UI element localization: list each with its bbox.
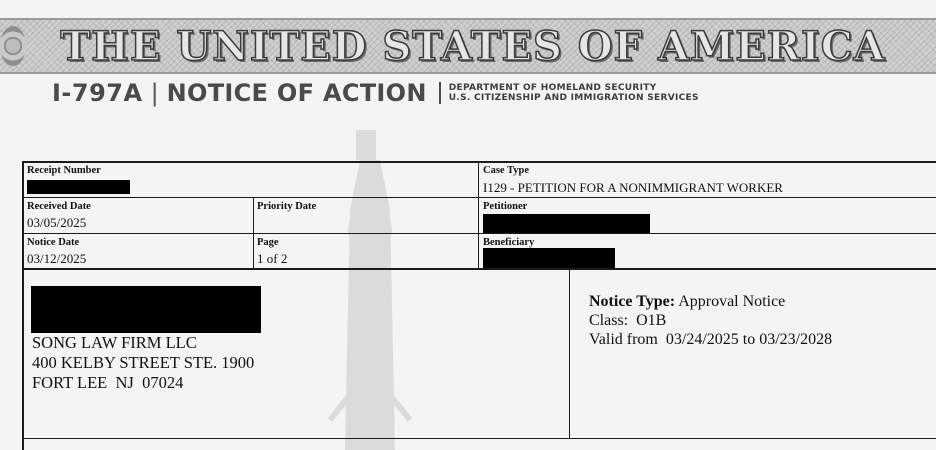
- table-border-left: [22, 161, 24, 450]
- notice-details: [589, 292, 832, 349]
- page-value: 1 of 2: [257, 251, 288, 266]
- table-row-divider: [22, 268, 936, 270]
- address-line-3: FORT LEE NJ 07024: [32, 373, 184, 392]
- form-code: I-797A: [52, 79, 143, 107]
- case-type-value: I129 - PETITION FOR A NONIMMIGRANT WORKER: [483, 180, 783, 195]
- beneficiary-label: Beneficiary: [483, 237, 535, 248]
- beneficiary-redacted: [483, 248, 615, 268]
- banner-title: THE UNITED STATES OF AMERICA: [60, 22, 886, 70]
- notice-date-value: 03/12/2025: [27, 251, 87, 266]
- department-line-1: DEPARTMENT OF HOMELAND SECURITY: [448, 83, 657, 93]
- department-line-2: U.S. CITIZENSHIP AND IMMIGRATION SERVICES: [448, 93, 699, 103]
- notice-validity: Valid from 03/24/2025 to 03/23/2028: [589, 331, 833, 348]
- received-date-value: 03/05/2025: [27, 215, 87, 230]
- table-row-divider: [22, 438, 936, 439]
- receipt-number-label: Receipt Number: [27, 165, 101, 176]
- notice-class: Class: O1B: [589, 312, 667, 329]
- table-border-top: [22, 161, 936, 163]
- table-column-divider: [478, 161, 479, 269]
- received-date-label: Received Date: [27, 201, 91, 212]
- heading-separator: |: [150, 79, 159, 107]
- table-column-divider: [569, 269, 570, 439]
- notice-type-label: Notice Type:: [589, 293, 676, 310]
- petitioner-label: Petitioner: [483, 201, 528, 212]
- table-row-divider: [22, 197, 936, 198]
- receipt-number-redacted: [27, 180, 130, 194]
- notice-type-value: Approval Notice: [678, 293, 786, 310]
- table-row-divider: [22, 233, 936, 234]
- address-line-2: 400 KELBY STREET STE. 1900: [32, 353, 255, 372]
- notice-type-line: [589, 292, 832, 311]
- recipient-name-redacted: [31, 286, 261, 333]
- table-column-divider: [253, 197, 254, 269]
- notice-date-label: Notice Date: [27, 237, 80, 248]
- page-label: Page: [257, 237, 279, 248]
- petitioner-redacted: [483, 214, 650, 233]
- case-type-label: Case Type: [483, 165, 529, 176]
- form-title: NOTICE OF ACTION: [166, 79, 427, 107]
- mailing-address: [32, 333, 254, 393]
- address-line-1: SONG LAW FIRM LLC: [32, 333, 197, 352]
- priority-date-label: Priority Date: [257, 201, 317, 212]
